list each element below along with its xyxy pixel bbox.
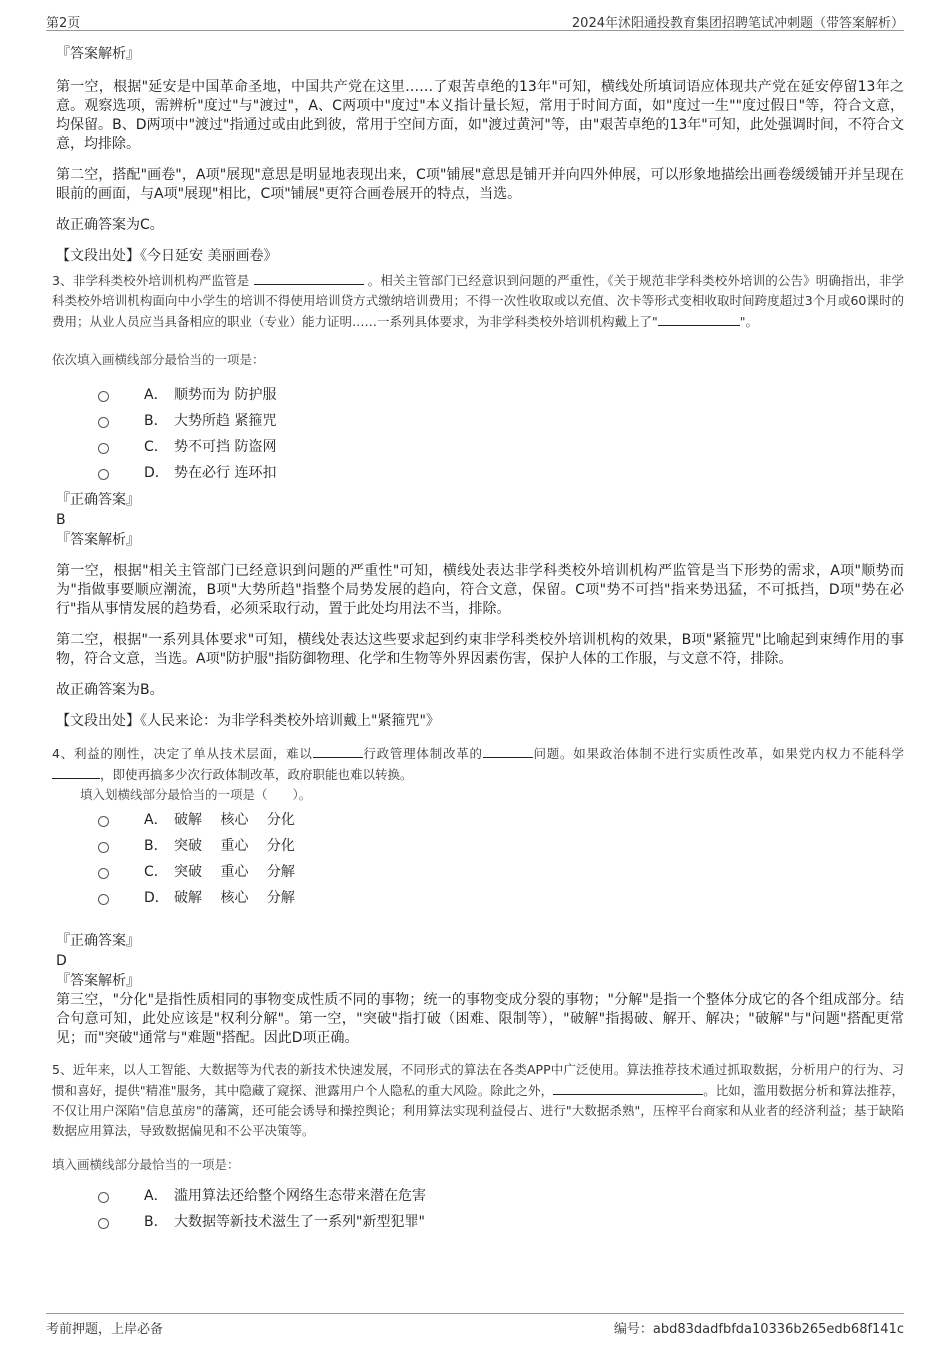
footer-slogan: 考前押题，上岸必备 [46, 1322, 164, 1337]
question-prompt: 填入画横线部分最恰当的一项是： [52, 1157, 240, 1172]
analysis-paragraph: 第三空，"分化"是指性质相同的事物变成性质不同的事物；统一的事物变成分裂的事物；"分解"是指一个整体分成它的各个组成部分。结合句意可知，此处应该是"权利分解"。第一空，"突破"指打破（困难、限制等），"破解"指揭破、解开、解决；"破解"与"问题"搭配更常见；而"突破"通常与"难题"搭配。因此D项正确。 [56, 992, 904, 1046]
analysis-tag: 『答案解析』 [56, 973, 140, 989]
options-list [56, 382, 904, 486]
question-prompt: 依次填入画横线部分最恰当的一项是： [52, 352, 265, 367]
question-4-stem: 4、利益的刚性，决定了单从技术层面，难以 行政管理体制改革的 问题。如果政治体制不进行实质性改革，如果党内权力不能科学，即使再搞多少次行政体制改革，政府职能也难以转换。 [52, 743, 904, 785]
question-prompt: 填入划横线部分最恰当的一项是（ ）。 [80, 787, 312, 802]
analysis-paragraph: 第一空，根据"延安是中国革命圣地，中国共产党在这里……了艰苦卓绝的13年"可知，横线处所填词语应体现共产党在延安停留13年之意。观察选项，需辨析"度过"与"渡过"，A、C两项中"度过"本义指计量长短，常用于时间方面，如"度过一生""度过假日"等，符合文意，均保留。B、D两项中"渡过"指通过或由此到彼，常用于空间方面，如"渡过黄河"等，由"艰苦卓绝的13年"可知，此处强调时间，不符合文意，均排除。 [56, 79, 904, 152]
answer-tag: 『正确答案』 [56, 492, 140, 508]
document-body [52, 44, 904, 1235]
radio-icon[interactable] [98, 894, 109, 905]
radio-icon[interactable] [98, 417, 109, 428]
answer-tag: 『正确答案』 [56, 933, 140, 949]
source-citation: 【文段出处】《人民来论：为非学科类校外培训戴上"紧箍咒"》 [56, 713, 440, 729]
document-code: 编号：abd83dadfbfda10336b265edb68f141c [613, 1322, 904, 1337]
option-c[interactable]: C． 突破 重心 分解 [56, 859, 904, 885]
fill-blank [553, 1080, 703, 1095]
question-5-stem: 5、近年来，以人工智能、大数据等为代表的新技术快速发展，不同形式的算法在各类APP中广泛使用。算法推荐技术通过抓取数据，分析用户的行为、习惯和喜好，提供"精准"服务，其中隐藏了窥探、泄露用户个人隐私的重大风险。除此之外， 。比如，滥用数据分析和算法推荐，不仅让用户深陷"信息茧房"的藩篱，还可能会诱导和操控舆论；利用算法实现利益侵占、进行"大数据杀熟"，压榨平台商家和从业者的经济利益；基于缺陷数据应用算法，导致数据偏见和不公平决策等。 [52, 1062, 904, 1138]
radio-icon[interactable] [98, 1192, 109, 1203]
document-title: 2024年沭阳通投教育集团招聘笔试冲刺题（带答案解析） [571, 16, 904, 31]
fill-blank [52, 764, 100, 779]
option-c[interactable]: C． 势不可挡 防盗网 [56, 434, 904, 460]
options-list [56, 807, 904, 911]
question-3-stem: 3、非学科类校外培训机构严监管是 。相关主管部门已经意识到问题的严重性，《关于规范非学科类校外培训的公告》明确指出，非学科类校外培训机构面向中小学生的培训不得使用培训贷方式缴纳培训费用；不得一次性收取或以充值、次卡等形式变相收取时间跨度超过3个月或60课时的费用；从业人员应当具备相应的职业（专业）能力证明……一系列具体要求，为非学科类校外培训机构戴上了" "。 [52, 270, 904, 332]
radio-icon[interactable] [98, 868, 109, 879]
correct-answer: D [56, 953, 67, 969]
option-b[interactable]: B． 大数据等新技术滋生了一系列"新型犯罪" [56, 1209, 904, 1235]
radio-icon[interactable] [98, 842, 109, 853]
fill-blank [313, 743, 363, 758]
analysis-paragraph: 第二空，搭配"画卷"，A项"展现"意思是明显地表现出来，C项"铺展"意思是铺开并向四外伸展，可以形象地描绘出画卷缓缓铺开并呈现在眼前的画面，与A项"展现"相比，C项"铺展"更符合画卷展开的特点，当选。 [56, 167, 904, 202]
conclusion: 故正确答案为B。 [56, 682, 164, 698]
radio-icon[interactable] [98, 816, 109, 827]
fill-blank [483, 743, 533, 758]
page-number: 第2页 [46, 16, 81, 31]
radio-icon[interactable] [98, 391, 109, 402]
source-citation: 【文段出处】《今日延安 美丽画卷》 [56, 248, 278, 264]
analysis-paragraph: 第二空，根据"一系列具体要求"可知，横线处表达这些要求起到约束非学科类校外培训机构的效果，B项"紧箍咒"比喻起到束缚作用的事物，符合文意，当选。A项"防护服"指防御物理、化学和生物等外界因素伤害，保护人体的工作服，与文意不符，排除。 [56, 632, 904, 667]
correct-answer: B [56, 512, 66, 528]
radio-icon[interactable] [98, 469, 109, 480]
option-d[interactable]: D． 破解 核心 分解 [56, 885, 904, 911]
option-a[interactable]: A． 破解 核心 分化 [56, 807, 904, 833]
option-d[interactable]: D． 势在必行 连环扣 [56, 460, 904, 486]
page-header [46, 8, 904, 31]
option-a[interactable]: A． 滥用算法还给整个网络生态带来潜在危害 [56, 1183, 904, 1209]
page-footer [46, 1313, 904, 1340]
option-b[interactable]: B． 大势所趋 紧箍咒 [56, 408, 904, 434]
option-b[interactable]: B． 突破 重心 分化 [56, 833, 904, 859]
options-list [56, 1183, 904, 1235]
radio-icon[interactable] [98, 1218, 109, 1229]
fill-blank [658, 311, 740, 326]
conclusion: 故正确答案为C。 [56, 217, 164, 233]
analysis-tag: 『答案解析』 [56, 46, 140, 62]
fill-blank [254, 270, 364, 285]
analysis-tag: 『答案解析』 [56, 532, 140, 548]
option-a[interactable]: A． 顺势而为 防护服 [56, 382, 904, 408]
radio-icon[interactable] [98, 443, 109, 454]
analysis-paragraph: 第一空，根据"相关主管部门已经意识到问题的严重性"可知，横线处表达非学科类校外培训机构严监管是当下形势的需求，A项"顺势而为"指做事要顺应潮流，B项"大势所趋"指整个局势发展的趋向，符合文意，保留。C项"势不可挡"指来势迅猛，不可抵挡，D项"势在必行"指从事情发展的趋势看，必须采取行动，置于此处均用法不当，排除。 [56, 563, 904, 617]
